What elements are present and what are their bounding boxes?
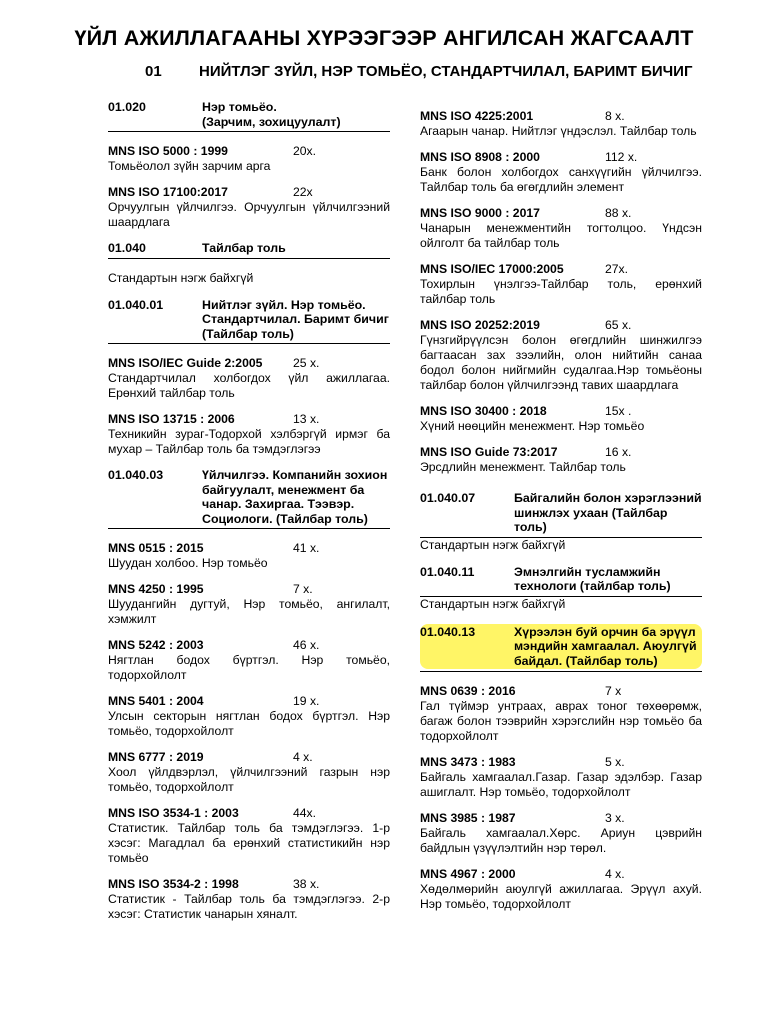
standard-description: Техникийн зураг-Тодорхой хэлбэргүй ирмэг ба мухар – Тайлбар толь ба тэмдэглэгээ — [108, 427, 390, 456]
page-count: 112 х. — [605, 150, 638, 164]
standard-number: MNS 4250 : 1995 — [108, 582, 204, 596]
standard-description: Томьёолол зүйн зарчим арга — [108, 159, 271, 173]
standard-number: MNS ISO/IEC Guide 2:2005 — [108, 356, 263, 370]
page-count: 65 х. — [605, 318, 632, 332]
category-heading — [420, 565, 702, 597]
page-count: 16 х. — [605, 445, 632, 459]
standard-number: MNS ISO 8908 : 2000 — [420, 150, 540, 164]
category-label: Тайлбар толь — [202, 241, 286, 255]
divider — [420, 671, 702, 672]
no-standards-note: Стандартын нэгж байхгүй — [420, 537, 566, 552]
standard-description: Статистик. Тайлбар толь ба тэмдэглэгээ. 1-р хэсэг: Магадлал ба ерөнхий статистикийн нэр томьёо — [108, 821, 390, 865]
category-label-line1: Нэр томьёо. — [202, 100, 277, 114]
right-column — [420, 109, 702, 923]
category-code: 01.040.11 — [420, 564, 475, 579]
standard-entry — [420, 206, 702, 251]
standard-number: MNS ISO 13715 : 2006 — [108, 412, 235, 426]
standard-number: MNS ISO 3534-1 : 2003 — [108, 806, 239, 820]
page-count: 13 х. — [293, 412, 320, 426]
page-title: ҮЙЛ АЖИЛЛАГААНЫ ХҮРЭЭГЭЭР АНГИЛСАН ЖАГСААЛТ — [74, 26, 694, 50]
page-count: 38 х. — [293, 877, 320, 891]
standard-description: Байгаль хамгаалал.Хөрс. Ариун цэврийн байдлын үзүүлэлтийн нэр төрөл. — [420, 826, 702, 855]
standard-description: Байгаль хамгаалал.Газар. Газар эдэлбэр. Газар ашиглалт. Нэр томьёо, тодорхойлолт — [420, 770, 702, 799]
page-count: 20х. — [293, 144, 317, 158]
standard-number: MNS ISO 9000 : 2017 — [420, 206, 540, 220]
standard-entry — [420, 150, 702, 195]
standard-entry — [108, 582, 390, 627]
standard-description: Хөдөлмөрийн аюулгүй ажиллагаа. Эрүүл ахуй. Нэр томьёо, тодорхойлолт — [420, 882, 702, 911]
standard-number: MNS 0515 : 2015 — [108, 541, 204, 555]
category-code: 01.040 — [108, 241, 146, 255]
standard-number: MNS ISO/IEC 17000:2005 — [420, 262, 564, 276]
standard-entry — [420, 811, 702, 856]
page-count: 8 х. — [605, 109, 625, 123]
category-heading — [108, 241, 390, 259]
divider — [108, 258, 390, 259]
standard-entry — [108, 412, 390, 457]
standard-entry — [108, 806, 390, 866]
standard-number: MNS 3473 : 1983 — [420, 755, 516, 769]
category-heading-highlighted — [420, 624, 702, 673]
standard-description: Гал түймэр унтраах, аврах тоног төхөөрөмж, багаж болон тээврийн хэрэгслийн нэр томьёо ба тодорхойлолт — [420, 699, 702, 743]
standard-entry — [108, 877, 390, 922]
standard-description: Шуудангийн дугтуй, Нэр томьёо, ангилалт, хэмжилт — [108, 597, 390, 626]
standard-description: Статистик - Тайлбар толь ба тэмдэглэгээ. 2-р хэсэг: Статистик чанарын хяналт. — [108, 892, 390, 921]
standard-entry — [420, 318, 702, 393]
standard-description: Тохирлын үнэлгээ-Тайлбар толь, ерөнхий тайлбар толь — [420, 277, 702, 306]
category-code: 01.040.07 — [420, 491, 476, 505]
standard-description: Орчуулгын үйлчилгээ. Орчуулгын үйлчилгээний шаардлага — [108, 200, 390, 229]
no-standards-note: Стандартын нэгж байхгүй — [420, 596, 566, 611]
page-count: 15х . — [605, 404, 632, 418]
standard-entry — [420, 445, 702, 475]
standard-entry — [108, 694, 390, 739]
standard-entry — [108, 541, 390, 571]
standard-number: MNS ISO 3534-2 : 1998 — [108, 877, 239, 891]
category-label — [202, 100, 390, 129]
standard-entry — [420, 755, 702, 800]
category-label: Хүрээлэн буй орчин ба эрүүл мэндийн хамгаалал. Аюулгүй байдал. (Тайлбар толь) — [514, 624, 697, 668]
page-count: 7 х — [605, 684, 622, 698]
category-label: Үйлчилгээ. Компанийн зохион байгуулалт, менежмент ба чанар. Захиргаа. Тээвэр. Социологи. (Тайлбар толь) — [202, 468, 388, 526]
standard-number: MNS ISO 4225:2001 — [420, 109, 534, 123]
category-heading — [108, 298, 390, 345]
page-count: 46 х. — [293, 638, 320, 652]
standard-entry — [108, 185, 390, 230]
page-count: 4 х. — [293, 750, 313, 764]
page-count: 3 х. — [605, 811, 625, 825]
standard-entry — [420, 262, 702, 307]
page-count: 19 х. — [293, 694, 320, 708]
standard-entry — [108, 638, 390, 683]
standard-number: MNS 5401 : 2004 — [108, 694, 204, 708]
category-code: 01.040.03 — [108, 468, 164, 482]
page-count: 27х. — [605, 262, 629, 276]
standard-number: MNS ISO 20252:2019 — [420, 318, 540, 332]
page-count: 4 х. — [605, 867, 625, 881]
category-code: 01.020 — [108, 100, 146, 114]
standard-entry — [420, 684, 702, 744]
standard-entry — [420, 109, 702, 139]
standard-entry — [108, 356, 390, 401]
category-label: Эмнэлгийн тусламжийн технологи (тайлбар толь) — [514, 564, 671, 593]
category-heading — [420, 491, 702, 538]
standard-description: Улсын секторын нягтлан бодох бүртгэл. Нэр томьёо, тодорхойлолт — [108, 709, 390, 738]
standard-number: MNS 3985 : 1987 — [420, 811, 516, 825]
divider — [108, 131, 390, 132]
section-title: НИЙТЛЭГ ЗҮЙЛ, НЭР ТОМЬЁО, СТАНДАРТЧИЛАЛ, БАРИМТ БИЧИГ — [199, 63, 693, 80]
standard-description: Шуудан холбоо. Нэр томьёо — [108, 556, 268, 570]
divider — [108, 343, 390, 344]
standard-number: MNS 0639 : 2016 — [420, 684, 516, 698]
category-label: Байгалийн болон хэрэглээний шинжлэх ухаан (Тайлбар толь) — [514, 491, 702, 534]
page-count: 25 х. — [293, 356, 320, 370]
standard-number: MNS ISO 5000 : 1999 — [108, 144, 228, 158]
standard-number: MNS 5242 : 2003 — [108, 638, 204, 652]
standard-description: Гүнзгийрүүлсэн болон өгөгдлийн шинжилгээ багтаасан зах зээлийн, олон нийтийн санаа бодол болон нийгмийн судалгаа.Нэр томьёоны тайлбар болон үйлчилгээнд тавих шаардлага — [420, 333, 702, 392]
standard-number: MNS ISO 17100:2017 — [108, 185, 228, 199]
category-heading — [108, 468, 390, 529]
left-column — [108, 100, 390, 933]
section-heading — [145, 63, 692, 80]
section-code: 01 — [145, 63, 162, 80]
standard-description: Эрсдлийн менежмент. Тайлбар толь — [420, 460, 626, 474]
standard-entry — [420, 867, 702, 912]
standard-description: Стандартчилал холбогдох үйл ажиллагаа. Ерөнхий тайлбар толь — [108, 371, 390, 400]
standard-number: MNS 6777 : 2019 — [108, 750, 204, 764]
category-code: 01.040.01 — [108, 297, 164, 312]
standard-description: Хоол үйлдвэрлэл, үйлчилгээний газрын нэр томьёо, тодорхойлолт — [108, 765, 390, 794]
standard-entry — [108, 750, 390, 795]
page-count: 5 х. — [605, 755, 625, 769]
category-label-line2: (Зарчим, зохицуулалт) — [202, 114, 341, 129]
category-heading — [108, 100, 390, 132]
page-count: 22х — [293, 185, 313, 199]
standard-number: MNS ISO Guide 73:2017 — [420, 445, 558, 459]
page-count: 41 х. — [293, 541, 320, 555]
no-standards-note: Стандартын нэгж байхгүй — [108, 270, 254, 285]
standard-description: Нягтлан бодох бүртгэл. Нэр томьёо, тодорхойлолт — [108, 653, 390, 682]
page-count: 7 х. — [293, 582, 313, 596]
standard-entry — [420, 404, 702, 434]
standard-entry — [108, 144, 390, 174]
divider — [108, 528, 390, 529]
category-label: Нийтлэг зүйл. Нэр томьёо. Стандартчилал. Баримт бичиг (Тайлбар толь) — [202, 297, 389, 341]
category-code: 01.040.13 — [420, 624, 476, 639]
standard-number: MNS ISO 30400 : 2018 — [420, 404, 547, 418]
standard-description: Чанарын менежментийн тогтолцоо. Үндсэн ойлголт ба тайлбар толь — [420, 221, 702, 250]
standard-number: MNS 4967 : 2000 — [420, 867, 516, 881]
standard-description: Банк болон холбогдох санхүүгийн үйлчилгээ. Тайлбар толь ба өгөгдлийн элемент — [420, 165, 702, 194]
standard-description: Хүний нөөцийн менежмент. Нэр томьёо — [420, 419, 645, 433]
page-count: 44х. — [293, 806, 317, 820]
standard-description: Агаарын чанар. Нийтлэг үндэслэл. Тайлбар толь — [420, 124, 697, 138]
page-count: 88 х. — [605, 206, 632, 220]
